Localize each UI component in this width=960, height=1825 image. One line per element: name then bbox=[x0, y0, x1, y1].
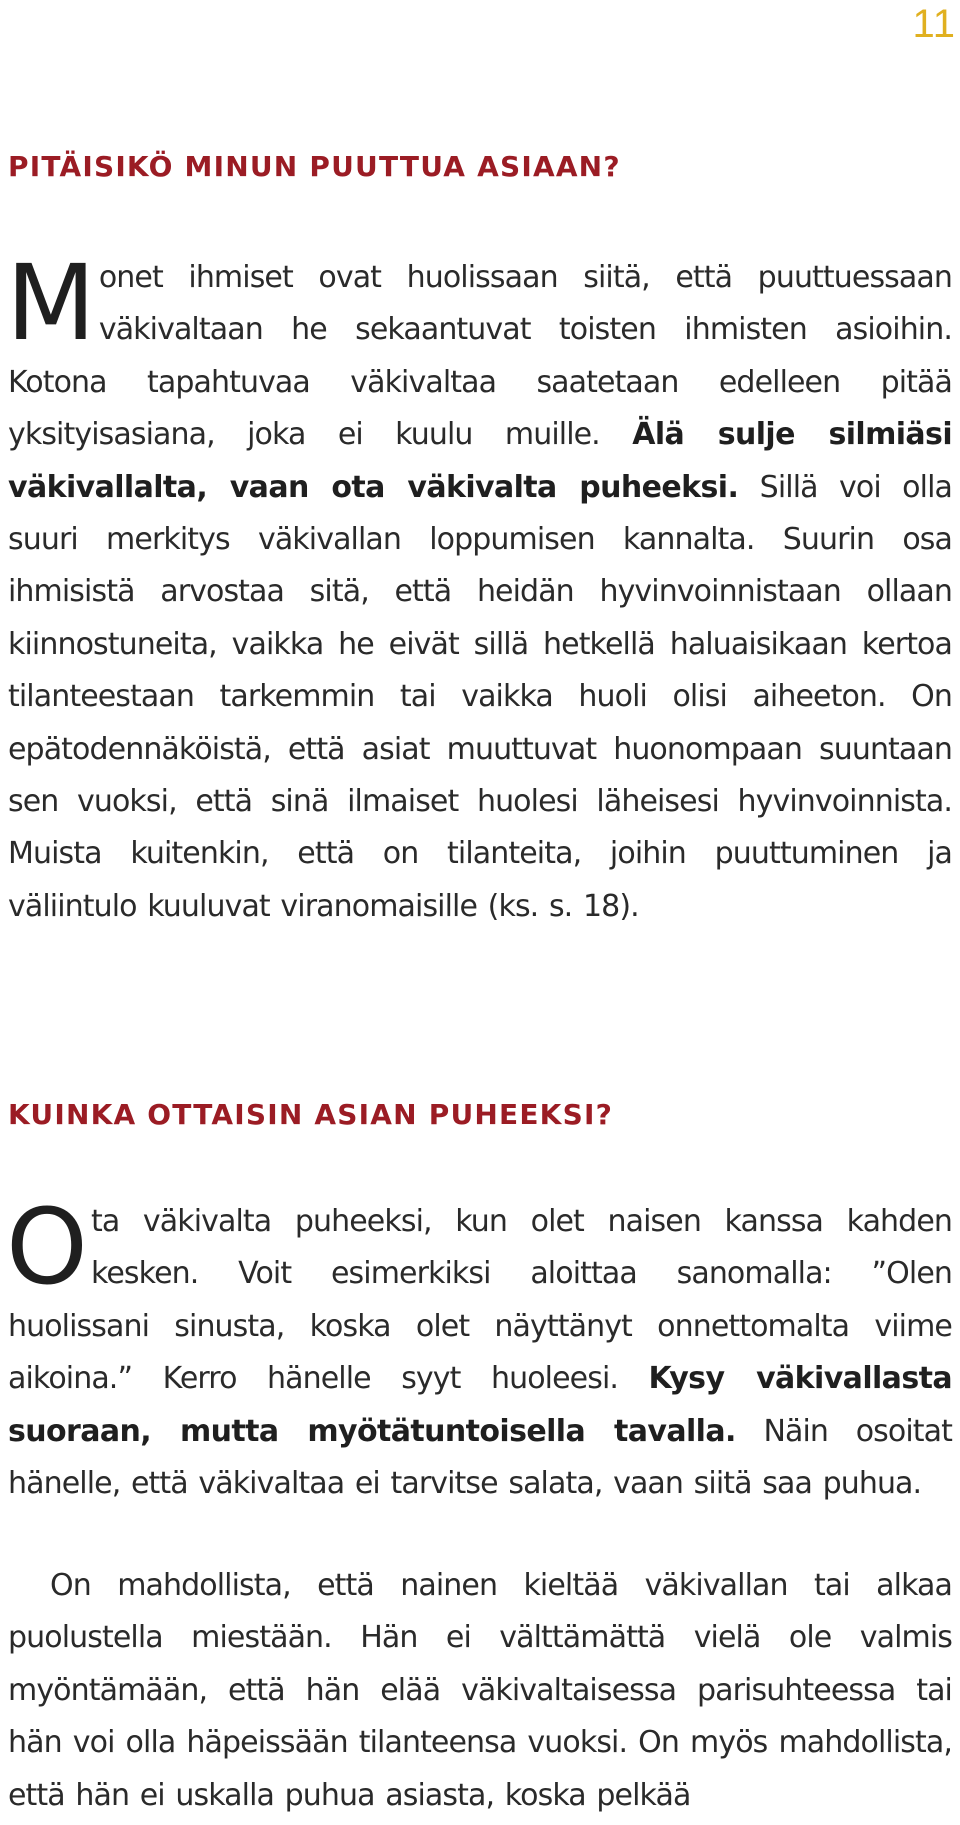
emphasized-text: Älä sulje silmiäsi väkivallalta, vaan ota väkivalta puheeksi. bbox=[8, 417, 952, 505]
body-paragraph: On mahdollista, että nainen kieltää väkivallan tai alkaa puolustella miestään. Hän ei välttämättä vielä ole valmis myöntämään, että hän elää väkivaltaisessa parisuhteessa tai hän voi olla häpeissään tilanteensa vuoksi. On myös mahdollista, että hän ei uskalla puhua asiasta, koska pelkää bbox=[8, 1568, 952, 1813]
paragraph-text: onet ihmiset ovat huolissaan siitä, että puuttuessaan väkivaltaan he sekaantuvat toisten ihmisten asioihin. Kotona tapahtuvaa väkivaltaa saatetaan edelleen pitää yksityisasiana, joka ei kuulu muille. bbox=[8, 260, 952, 453]
paragraph-text: ta väkivalta puheeksi, kun olet naisen kanssa kahden kesken. Voit esimerkiksi aloittaa sanomalla: ”Olen huolissani sinusta, koska olet näyttänyt onnettomalta viime aikoina.” Kerro hänelle syyt huoleesi. bbox=[8, 1204, 952, 1397]
drop-cap: M bbox=[6, 242, 95, 364]
section-heading: KUINKA OTTAISIN ASIAN PUHEEKSI? bbox=[8, 1098, 614, 1131]
body-paragraph bbox=[6, 1186, 952, 1510]
body-paragraph bbox=[6, 242, 952, 933]
paragraph-text: Sillä voi olla suuri merkitys väkivallan loppumisen kannalta. Suurin osa ihmisistä arvostaa sitä, että heidän hyvinvoinnistaan ollaan kiinnostuneita, vaikka he eivät sillä hetkellä haluaisikaan kertoa tilanteestaan tarkemmin tai vaikka huoli olisi aiheeton. On epätodennäköistä, että asiat muuttuvat huonompaan suuntaan sen vuoksi, että sinä ilmaiset huolesi läheisesi hyvinvoinnista. Muista kuitenkin, että on tilanteita, joihin puuttuminen ja väliintulo kuuluvat viranomaisille (ks. s. 18). bbox=[8, 469, 952, 924]
section-heading: PITÄISIKÖ MINUN PUUTTUA ASIAAN? bbox=[8, 150, 621, 183]
drop-cap: O bbox=[6, 1186, 87, 1308]
page-number: 11 bbox=[912, 2, 956, 46]
paragraph-text: Näin osoitat hänelle, että väkivaltaa ei tarvitse salata, vaan siitä saa puhua. bbox=[8, 1413, 952, 1502]
emphasized-text: Kysy väkivallasta suoraan, mutta myötätuntoisella tavalla. bbox=[8, 1361, 952, 1449]
